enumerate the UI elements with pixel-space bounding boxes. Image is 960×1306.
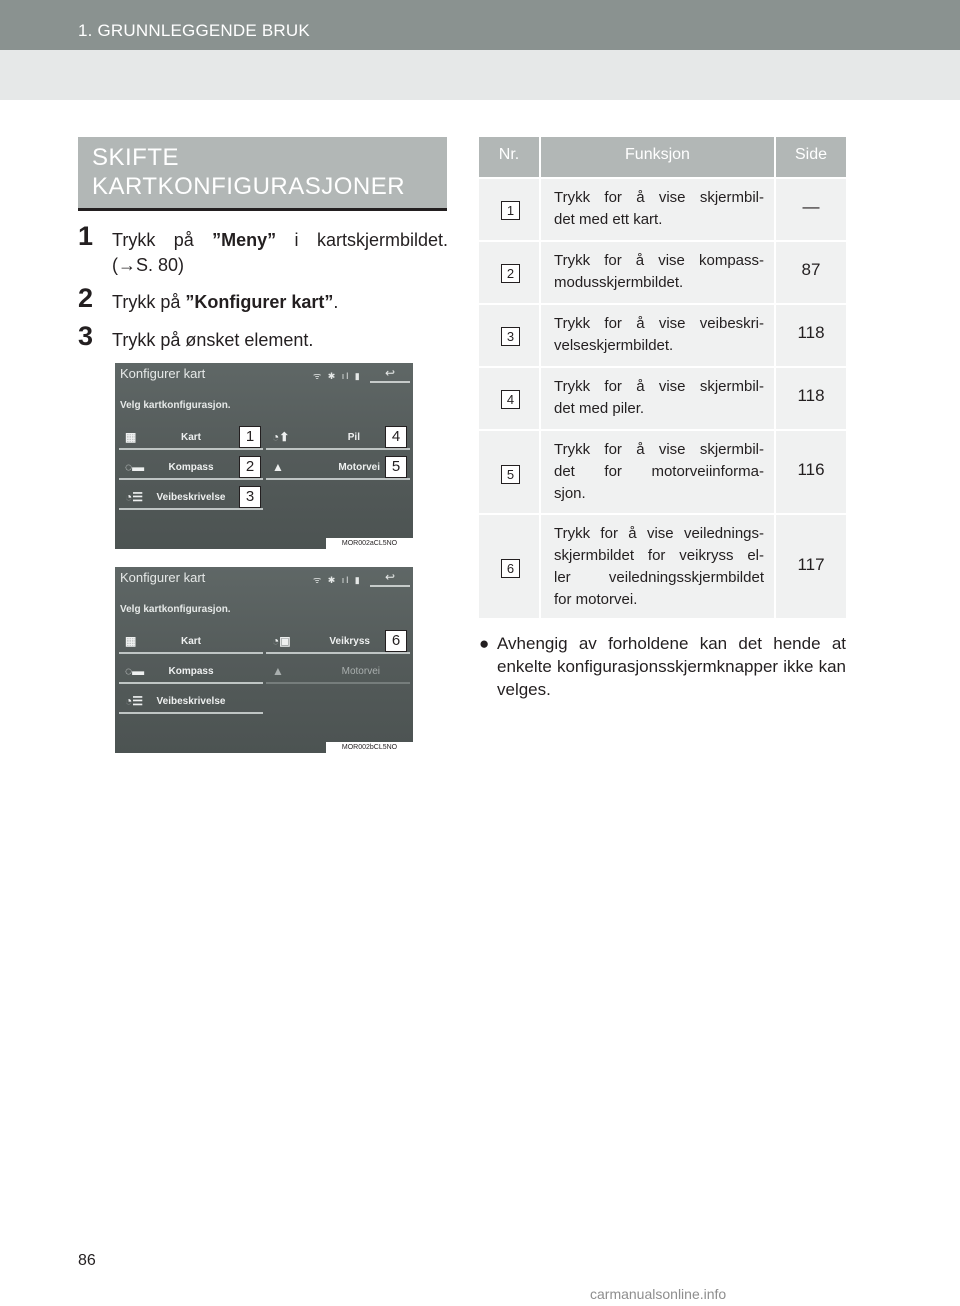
screen-title: Konfigurer kart [120, 366, 206, 381]
column-divider [774, 431, 776, 515]
chapter-title: 1. GRUNNLEGGENDE BRUK [78, 21, 310, 40]
table-row [479, 303, 846, 366]
highway-icon: ▲ [272, 664, 284, 678]
kompass-button[interactable]: ◌▬ Kompass [119, 661, 263, 684]
konfigurer-kart-label: ”Konfigurer kart” [185, 292, 334, 312]
section-heading-line2: KARTKONFIGURASJONER [92, 173, 406, 200]
compass-icon: ◌▬ [125, 460, 145, 474]
motorvei-button[interactable]: ▲ Motorvei [266, 457, 410, 480]
highway-icon: ▲ [272, 460, 284, 474]
page-number: 86 [78, 1252, 96, 1269]
chapter-header-bar [0, 0, 960, 50]
back-button[interactable]: ↩ [370, 365, 410, 383]
section-rule [78, 208, 447, 211]
table-row [479, 366, 846, 429]
column-divider [539, 305, 541, 368]
motorvei-button-disabled: ▲ Motorvei [266, 661, 410, 684]
column-divider [539, 515, 541, 620]
image-code: MOR002aCL5NO [326, 538, 413, 549]
route-list-icon: ◔☰ [125, 490, 144, 504]
row-number-box: 6 [501, 559, 520, 578]
callout-4: 4 [385, 426, 407, 448]
table-row [479, 240, 846, 303]
grid-map-icon: ▦ [125, 430, 137, 444]
pil-button[interactable]: ◔⬆ Pil [266, 427, 410, 450]
back-button[interactable]: ↩ [370, 569, 410, 587]
header-side: Side [794, 146, 828, 163]
veibeskrivelse-button[interactable]: ◔☰ Veibeskrivelse [119, 487, 263, 510]
column-divider [774, 368, 776, 431]
row-description: Trykk for å vise veilednings- skjermbildet for veikryss el- ler veiledningsskjermbildet for motorvei. [554, 525, 764, 608]
status-icons: ᯤ ✱ ıl ▮ [313, 575, 362, 585]
column-divider [539, 179, 541, 242]
status-icons: ᯤ ✱ ıl ▮ [313, 371, 362, 381]
veibeskrivelse-button[interactable]: ◔☰ Veibeskrivelse [119, 691, 263, 714]
column-divider [539, 368, 541, 431]
callout-2: 2 [239, 456, 261, 478]
row-page: 87 [801, 260, 821, 279]
screen-subtitle: Velg kartkonfigurasjon. [120, 604, 231, 615]
header-nr: Nr. [498, 146, 520, 163]
junction-icon: ◔▣ [272, 634, 291, 648]
table-row [479, 429, 846, 513]
row-page: — [802, 197, 820, 216]
step-1-line1: Trykk på ”Meny” i kartskjermbildet. [112, 230, 448, 250]
screen-configure-map-a [115, 363, 413, 549]
step-2-text: Trykk på ”Konfigurer kart”. [112, 292, 339, 312]
kart-button[interactable]: ▦ Kart [119, 427, 263, 450]
section-heading-line1: SKIFTE [92, 144, 180, 171]
row-description: Trykk for å vise skjermbil- det med piler. [554, 378, 764, 417]
screen-subtitle: Velg kartkonfigurasjon. [120, 400, 231, 411]
watermark: carmanualsonline.info [590, 1286, 727, 1302]
row-description: Trykk for å vise veibeskri- velseskjermbildet. [554, 315, 764, 354]
table-row [479, 177, 846, 240]
step-3-text: Trykk på ønsket element. [112, 330, 314, 350]
column-divider [774, 179, 776, 242]
column-divider [774, 515, 776, 620]
kart-button[interactable]: ▦ Kart [119, 631, 263, 654]
row-number-box: 2 [501, 264, 520, 283]
row-number-box: 3 [501, 327, 520, 346]
callout-5: 5 [385, 456, 407, 478]
step-3 [78, 321, 448, 353]
column-divider [774, 137, 776, 177]
header-band [0, 50, 960, 100]
screen-configure-map-b [115, 567, 413, 753]
header-funksjon: Funksjon [625, 146, 690, 163]
step-number: 3 [78, 321, 94, 351]
grid-map-icon: ▦ [125, 634, 137, 648]
callout-1: 1 [239, 426, 261, 448]
column-divider [539, 431, 541, 515]
arrow-guide-icon: ◔⬆ [272, 430, 290, 444]
row-description: Trykk for å vise kompass- modusskjermbildet. [554, 252, 764, 291]
row-description: Trykk for å vise skjermbil- det for motorveiinforma- sjon. [554, 441, 764, 502]
step-1 [78, 221, 448, 278]
step-2 [78, 283, 448, 315]
column-divider [774, 242, 776, 305]
function-table [479, 137, 846, 618]
note-text: Avhengig av forholdene kan det hende at enkelte konfigurasjonsskjermknapper ikke kan velges. [497, 634, 846, 699]
row-page: 118 [797, 323, 825, 342]
step-number: 1 [78, 221, 94, 251]
column-divider [774, 305, 776, 368]
callout-3: 3 [239, 486, 261, 508]
row-page: 118 [797, 386, 825, 405]
image-code: MOR002bCL5NO [326, 742, 413, 753]
compass-icon: ◌▬ [125, 664, 145, 678]
route-list-icon: ◔☰ [125, 694, 144, 708]
screen-title: Konfigurer kart [120, 570, 206, 585]
callout-6: 6 [385, 630, 407, 652]
note [479, 632, 846, 701]
step-number: 2 [78, 283, 94, 313]
table-header [479, 137, 846, 177]
row-number-box: 4 [501, 390, 520, 409]
table-row [479, 513, 846, 618]
kompass-button[interactable]: ◌▬ Kompass [119, 457, 263, 480]
row-page: 116 [797, 460, 825, 479]
column-divider [539, 242, 541, 305]
row-number-box: 5 [501, 465, 520, 484]
bullet-icon: ● [479, 634, 490, 653]
meny-label: ”Meny” [212, 230, 277, 250]
row-description: Trykk for å vise skjermbil- det med ett kart. [554, 189, 764, 228]
row-number-box: 1 [501, 201, 520, 220]
row-page: 117 [797, 555, 825, 574]
section-heading [78, 137, 447, 208]
step-1-reference-link[interactable]: (→S. 80) [112, 255, 185, 275]
column-divider [539, 137, 541, 177]
veikryss-button[interactable]: ◔▣ Veikryss [266, 631, 410, 654]
